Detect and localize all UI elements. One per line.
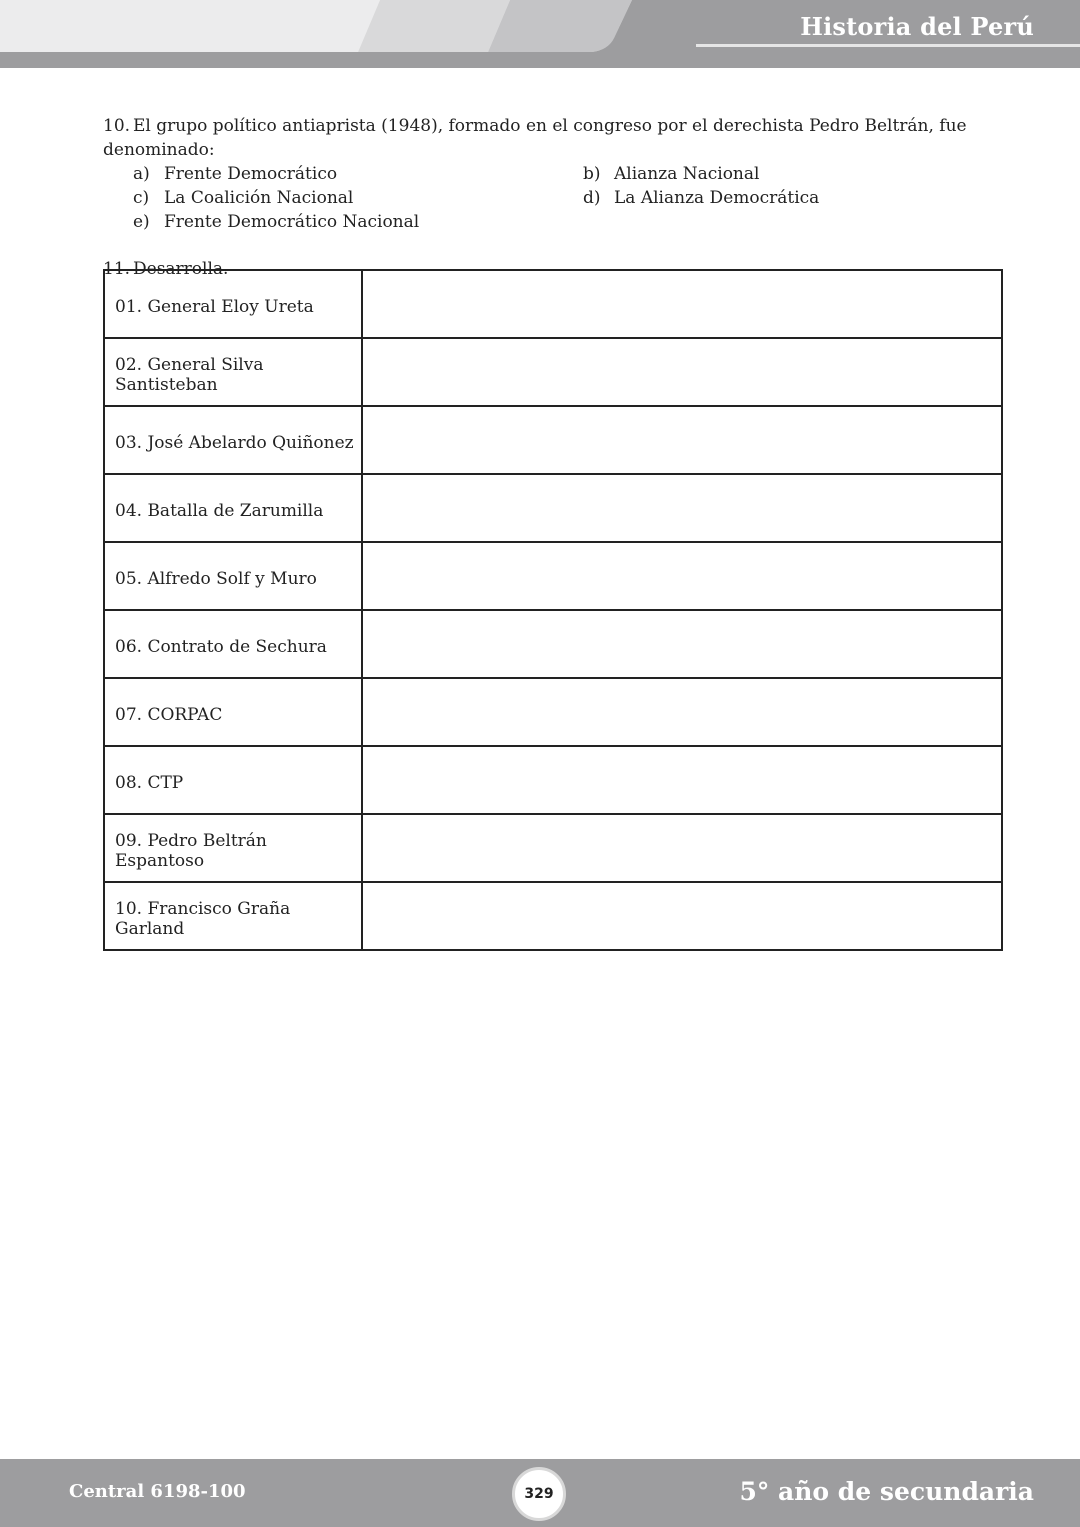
answer-cell[interactable] [362,270,1002,338]
page-number: 329 [524,1486,554,1502]
term-cell: 08. CTP [104,746,362,814]
term-cell: 05. Alfredo Solf y Muro [104,542,362,610]
question-10-text: El grupo político antiaprista (1948), formado en el congreso por el derechista Pedro Beltrán, fue denominado: [103,116,967,160]
answer-cell[interactable] [362,746,1002,814]
option-c [133,186,583,210]
page-number-badge [512,1467,566,1521]
option-text: Alianza Nacional [614,164,760,184]
table-row [104,338,1002,406]
question-10-number: 10. [103,116,131,136]
term-cell: 07. CORPAC [104,678,362,746]
term-cell: 09. Pedro Beltrán Espantoso [104,814,362,882]
table-row [104,746,1002,814]
term-cell: 06. Contrato de Sechura [104,610,362,678]
table-row [104,678,1002,746]
answer-cell[interactable] [362,882,1002,950]
option-text: Frente Democrático Nacional [164,212,420,232]
term-cell: 10. Francisco Graña Garland [104,882,362,950]
question-11-text: Desarrolla. [133,259,229,279]
question-10-options [133,162,1003,234]
question-10 [103,114,1003,162]
term-cell: 04. Batalla de Zarumilla [104,474,362,542]
table-row [104,406,1002,474]
table-row [104,474,1002,542]
option-text: La Coalición Nacional [164,188,354,208]
table-row [104,610,1002,678]
answer-cell[interactable] [362,338,1002,406]
header-title: Historia del Perú [800,12,1034,41]
option-b [583,162,1003,186]
option-a [133,162,583,186]
term-cell: 02. General Silva Santisteban [104,338,362,406]
footer-grade: 5° año de secundaria [739,1477,1034,1506]
table-row [104,542,1002,610]
term-cell: 01. General Eloy Ureta [104,270,362,338]
table-row [104,814,1002,882]
terms-table [103,269,1003,951]
option-letter: c) [133,188,150,208]
option-d [583,186,1003,210]
answer-cell[interactable] [362,610,1002,678]
option-letter: e) [133,212,150,232]
table-row [104,882,1002,950]
questions-section [103,114,1003,281]
term-cell: 03. José Abelardo Quiñonez [104,406,362,474]
option-e [133,210,583,234]
question-11-number: 11. [103,259,131,279]
answer-cell[interactable] [362,678,1002,746]
page-footer [0,1459,1080,1527]
answer-cell[interactable] [362,474,1002,542]
answer-cell[interactable] [362,542,1002,610]
option-text: Frente Democrático [164,164,338,184]
option-letter: d) [583,188,601,208]
option-text: La Alianza Democrática [614,188,820,208]
page-header [0,0,1080,68]
answer-cell[interactable] [362,814,1002,882]
option-letter: a) [133,164,150,184]
answer-cell[interactable] [362,406,1002,474]
table-row [104,270,1002,338]
option-letter: b) [583,164,601,184]
footer-phone: Central 6198-100 [69,1481,246,1502]
